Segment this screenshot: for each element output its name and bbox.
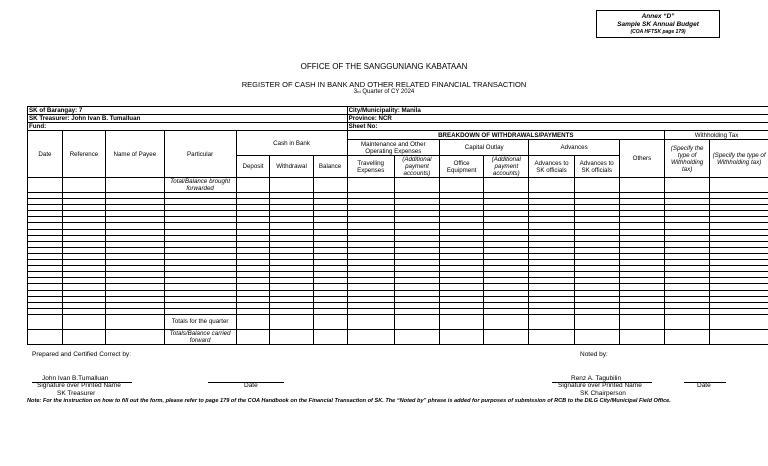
city-field: City/Municipality: Manila	[347, 107, 768, 115]
blank-rows	[28, 193, 768, 315]
col-date: Date	[28, 131, 63, 178]
province-field: Province: NCR	[347, 115, 768, 123]
quarter-text: Quarter of CY 2024	[360, 89, 415, 95]
row-carried-forward	[28, 329, 768, 344]
col-withholding: Withholding Tax	[665, 131, 768, 140]
col-additional-1: (Additional payment accounts)	[394, 156, 439, 178]
col-deposit: Deposit	[236, 156, 270, 178]
chair-caption: Signature over Printed Name	[558, 382, 642, 389]
fund-field: Fund:	[28, 123, 348, 131]
row-totals-quarter	[28, 314, 768, 329]
col-mooe: Maintenance and Other Operating Expenses	[347, 140, 439, 156]
date-label-left: Date	[244, 382, 258, 389]
col-travelling: Travelling Expenses	[347, 156, 394, 178]
col-capital: Capital Outlay	[440, 140, 529, 156]
col-reference: Reference	[62, 131, 105, 178]
info-row-2	[28, 115, 768, 123]
quarter-label	[0, 89, 768, 95]
treasurer-role: SK Treasurer	[57, 390, 96, 397]
col-payee: Name of Payee	[106, 131, 165, 178]
noted-label: Noted by:	[580, 351, 608, 358]
header-row-1	[28, 131, 768, 140]
info-row-1	[28, 107, 768, 115]
row-brought-forward	[28, 178, 768, 193]
prepared-label: Prepared and Certified Correct by:	[32, 351, 131, 358]
col-specify-1: (Specify the type of Withholding tax)	[665, 140, 710, 178]
col-advances-sk-1: Advances to SK officials	[529, 156, 574, 178]
chair-name: Renz A. Tagubilin	[571, 375, 622, 382]
brought-forward-label: Total/Balance brought forwarded	[164, 178, 236, 193]
treasurer-name: John Ivan B.Tumalluan	[42, 375, 109, 382]
quarter-suffix: rd	[357, 89, 361, 94]
col-advances-sk-2: Advances to SK officials	[574, 156, 619, 178]
annex-box	[596, 10, 720, 38]
annex-reference: (COA HFTSK page 179)	[630, 29, 686, 35]
annex-subtitle: Sample SK Annual Budget	[617, 21, 699, 28]
date-label-right: Date	[697, 382, 711, 389]
footnote: Note: For the instruction on how to fill out the form, please refer to page 179 of the COA Handbook on the Financial Transaction of SK. The “Noted by” phrase is added for purposes of submission of RCB to the DILG City/Municipal Field Office.	[27, 398, 671, 404]
col-particular: Particular	[164, 131, 236, 178]
col-others: Others	[619, 140, 664, 178]
register-title: REGISTER OF CASH IN BANK AND OTHER RELATED FINANCIAL TRANSACTION	[241, 80, 527, 89]
barangay-field: SK of Barangay: 7	[28, 107, 348, 115]
col-withdrawal: Withdrawal	[270, 156, 313, 178]
col-balance: Balance	[313, 156, 347, 178]
col-cash-in-bank: Cash in Bank	[236, 131, 347, 156]
col-office-equipment: Office Equipment	[440, 156, 484, 178]
sheet-field: Sheet No:	[347, 123, 768, 131]
annex-label: Annex “D”	[641, 13, 675, 20]
info-row-3	[28, 123, 768, 131]
col-specify-2: (Specify the type of Withholding tax)	[710, 140, 768, 178]
treasurer-field: SK Treasurer: John Ivan B. Tumalluan	[28, 115, 348, 123]
treasurer-caption: Signature over Printed Name	[37, 382, 121, 389]
col-breakdown: BREAKDOWN OF WITHDRAWALS/PAYMENTS	[347, 131, 664, 140]
register-table	[27, 106, 768, 345]
chair-role: SK Chairperson	[580, 390, 626, 397]
totals-quarter-label: Totals for the quarter	[164, 314, 236, 329]
quarter-number: 3	[353, 89, 358, 95]
col-additional-2: (Additional payment accounts)	[484, 156, 529, 178]
office-title: OFFICE OF THE SANGGUNIANG KABATAAN	[300, 62, 468, 71]
col-advances: Advances	[529, 140, 619, 156]
carried-forward-label: Totals/Balance carried forward	[164, 329, 236, 344]
